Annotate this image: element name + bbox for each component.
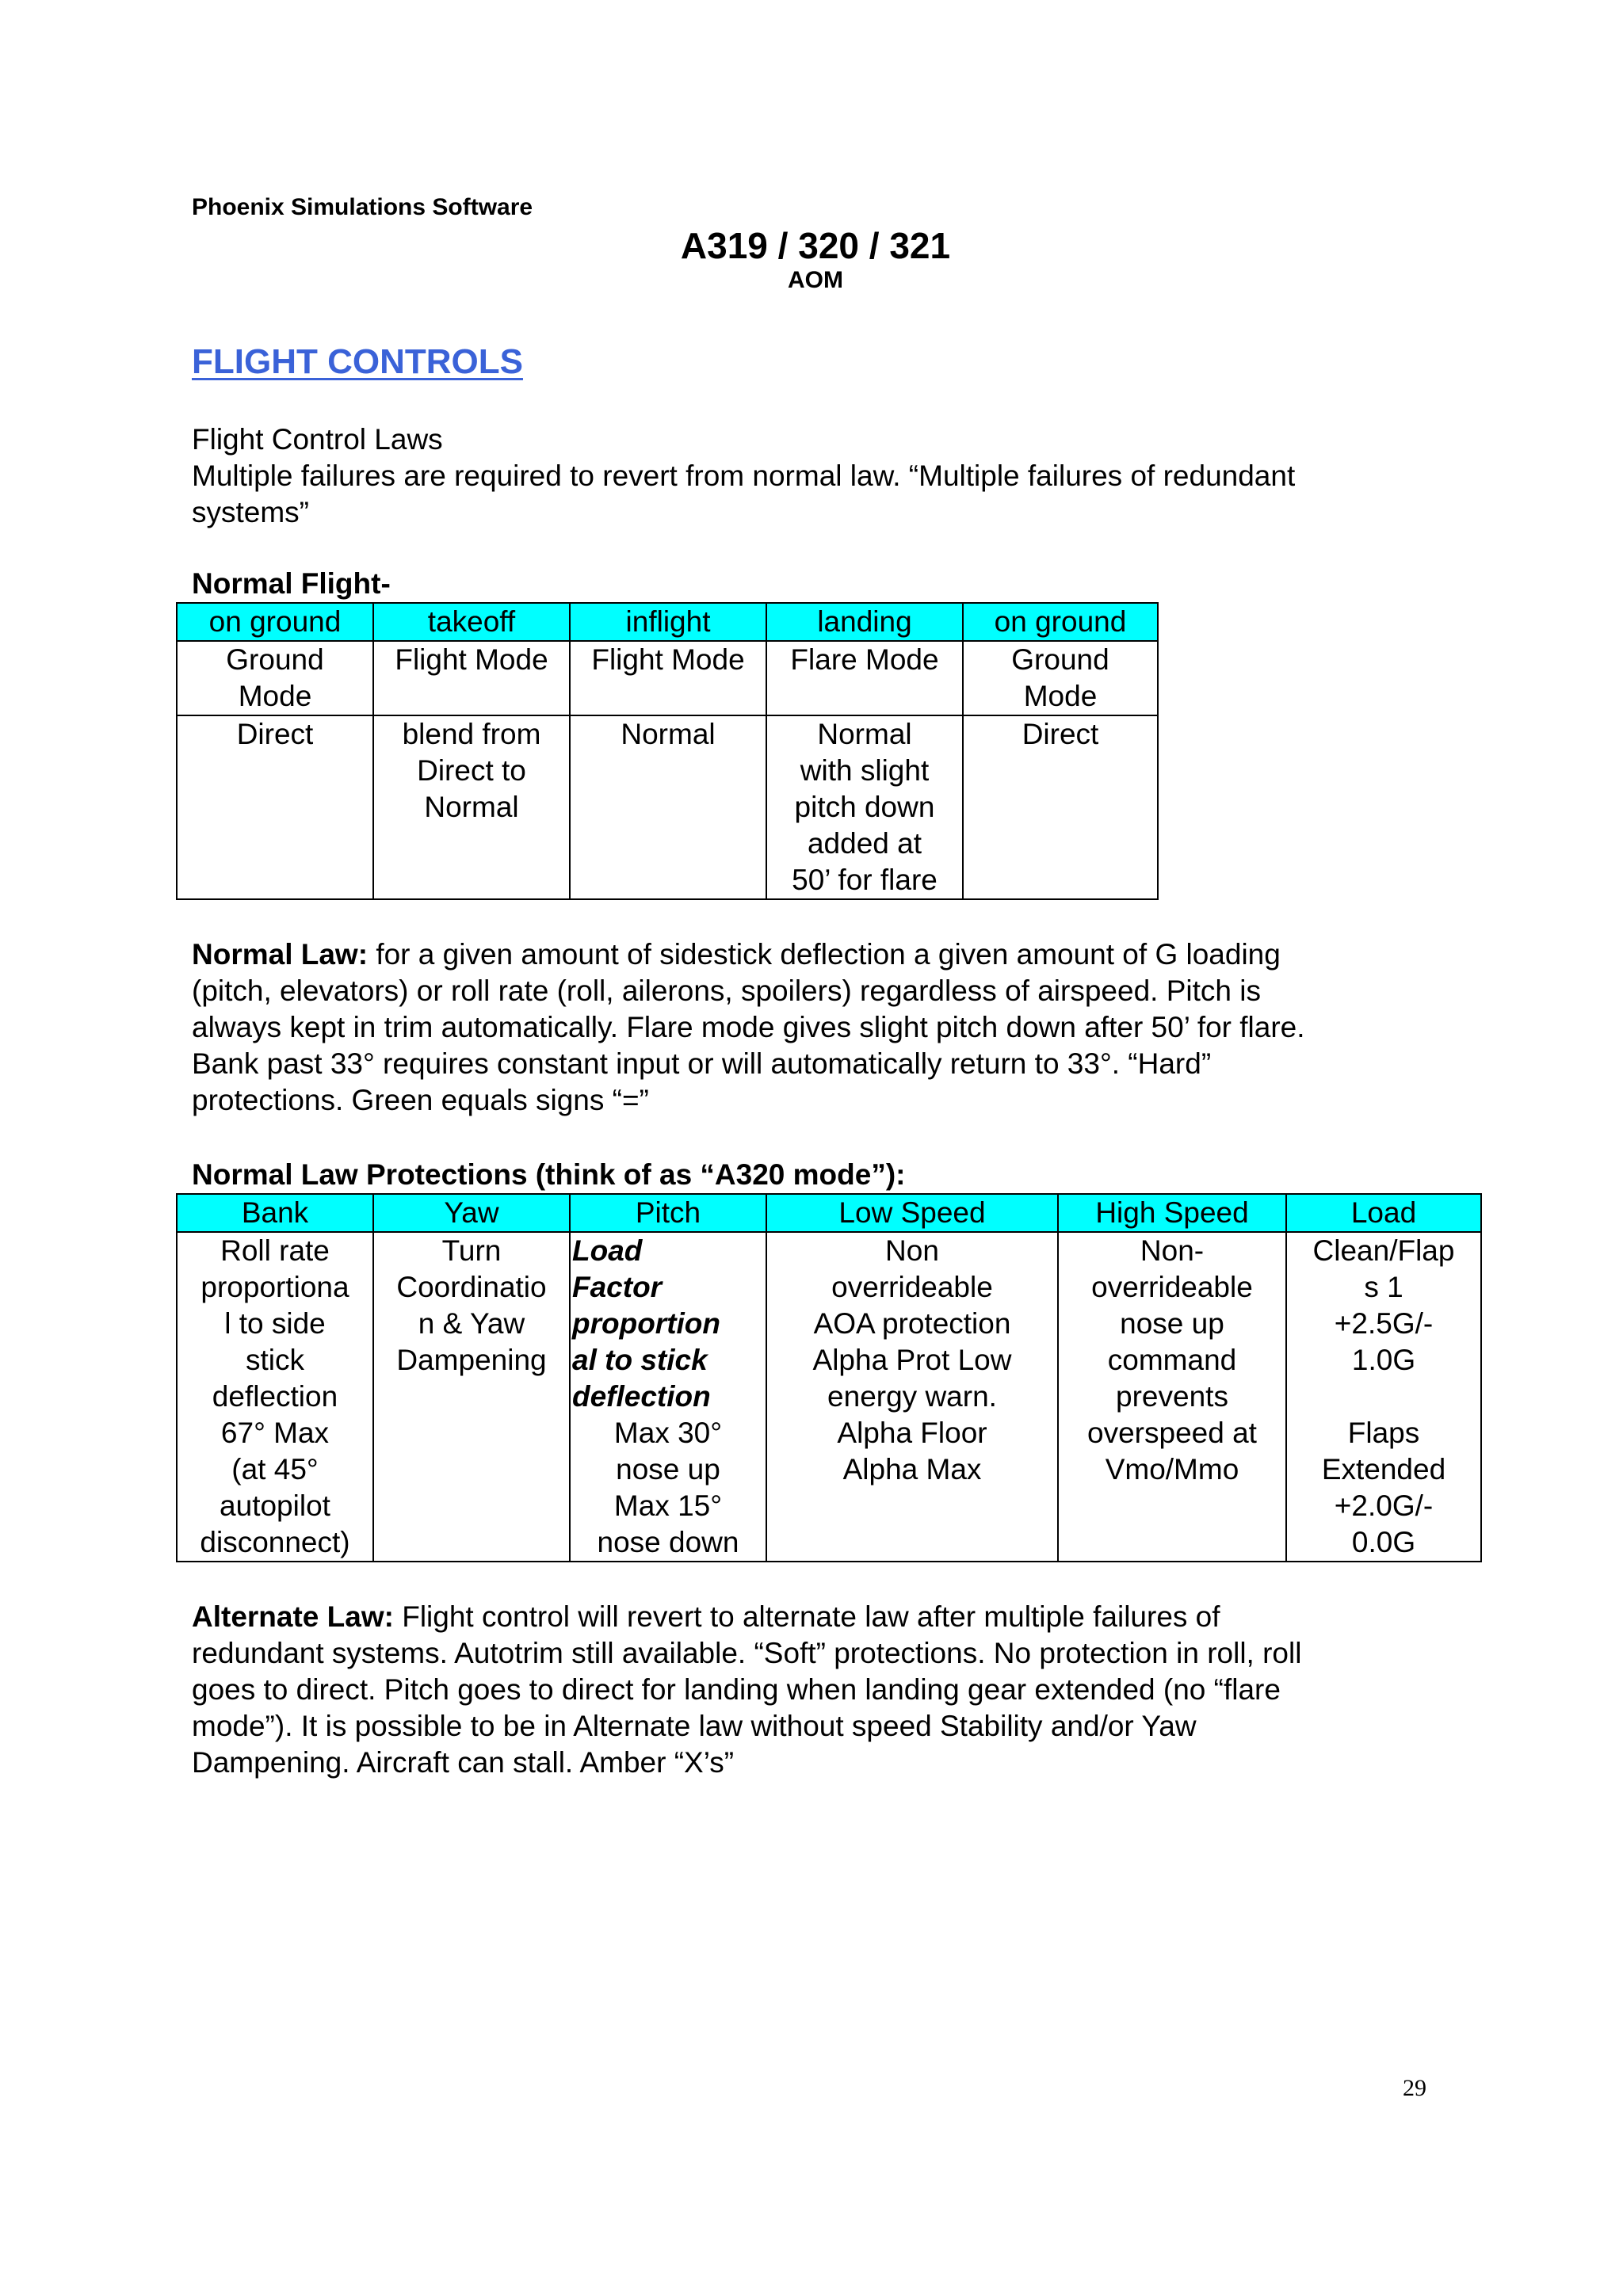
table-cell xyxy=(766,715,963,899)
paragraph-text: Flight control will revert to alternate law after multiple failures of xyxy=(393,1600,1220,1633)
cell-line: +2.0G/- xyxy=(1334,1489,1434,1522)
alternate-law-label: Alternate Law: xyxy=(192,1600,394,1633)
cell-line: Direct xyxy=(1022,718,1099,750)
intro-line: systems” xyxy=(192,496,309,528)
cell-line: Extended xyxy=(1321,1453,1446,1486)
cell-line: nose up xyxy=(1120,1307,1224,1340)
cell-line: proportiona xyxy=(200,1271,349,1303)
cell-line: s 1 xyxy=(1364,1271,1403,1303)
cell-line: Vmo/Mmo xyxy=(1105,1453,1239,1486)
table-header-row xyxy=(177,1194,1481,1232)
cell-line-emphasis: al to stick xyxy=(572,1344,708,1376)
column-header: landing xyxy=(766,603,963,641)
table-header-row xyxy=(177,603,1158,641)
column-header: on ground xyxy=(177,603,373,641)
cell-line: blend from xyxy=(402,718,541,750)
cell-line: Dampening xyxy=(396,1344,547,1376)
alternate-law-paragraph xyxy=(192,1599,1460,1781)
paragraph-text: for a given amount of sidestick deflection a given amount of G loading xyxy=(368,938,1281,971)
cell-line-emphasis: proportion xyxy=(572,1307,721,1340)
cell-line: Mode xyxy=(1023,680,1098,712)
cell-line: Max 15° xyxy=(613,1489,723,1522)
cell-line: Non xyxy=(885,1234,939,1267)
intro-paragraph xyxy=(192,421,1460,531)
document-subtitle: AOM xyxy=(788,267,843,293)
table-row xyxy=(177,1232,1481,1562)
column-header: Low Speed xyxy=(766,1194,1058,1232)
cell-line: (at 45° xyxy=(231,1453,319,1486)
cell-line: l to side xyxy=(224,1307,326,1340)
paragraph-line: Dampening. Aircraft can stall. Amber “X’s” xyxy=(192,1746,735,1779)
cell-line: 0.0G xyxy=(1351,1526,1416,1558)
cell-line: Alpha Floor xyxy=(837,1417,987,1449)
paragraph-line: mode”). It is possible to be in Alternate law without speed Stability and/or Yaw xyxy=(192,1710,1197,1742)
paragraph-line: protections. Green equals signs “=” xyxy=(192,1084,649,1116)
table-row xyxy=(177,715,1158,899)
cell-line: energy warn. xyxy=(827,1380,997,1413)
table-cell xyxy=(177,641,373,715)
column-header: Load xyxy=(1286,1194,1481,1232)
cell-line: +2.5G/- xyxy=(1334,1307,1434,1340)
normal-flight-heading: Normal Flight- xyxy=(192,567,391,600)
cell-line: Flare Mode xyxy=(790,643,939,676)
cell-line: Non- xyxy=(1140,1234,1205,1267)
column-header: on ground xyxy=(963,603,1158,641)
protections-table xyxy=(176,1193,1482,1562)
cell-line: Roll rate xyxy=(220,1234,330,1267)
table-cell xyxy=(766,641,963,715)
cell-line: nose up xyxy=(616,1453,720,1486)
cell-line: pitch down xyxy=(794,791,935,823)
cell-line: 67° Max xyxy=(220,1417,330,1449)
pitch-cell xyxy=(570,1232,766,1562)
company-name: Phoenix Simulations Software xyxy=(192,194,533,220)
yaw-cell xyxy=(373,1232,570,1562)
table-cell xyxy=(570,641,766,715)
cell-line: Flight Mode xyxy=(395,643,548,676)
cell-line: AOA protection xyxy=(813,1307,1011,1340)
column-header: inflight xyxy=(570,603,766,641)
paragraph-line: always kept in trim automatically. Flare mode gives slight pitch down after 50’ for flare. xyxy=(192,1011,1305,1043)
cell-line: stick xyxy=(246,1344,304,1376)
cell-line: Max 30° xyxy=(613,1417,723,1449)
cell-line: Ground xyxy=(226,643,324,676)
paragraph-line xyxy=(192,1599,1460,1635)
paragraph-line: Bank past 33° requires constant input or will automatically return to 33°. “Hard” xyxy=(192,1047,1212,1080)
cell-line-emphasis: Factor xyxy=(572,1271,663,1303)
cell-line: Mode xyxy=(238,680,312,712)
low-speed-cell xyxy=(766,1232,1058,1562)
cell-line: Normal xyxy=(621,718,716,750)
table-cell xyxy=(177,715,373,899)
cell-line: Alpha Prot Low xyxy=(812,1344,1012,1376)
paragraph-line: redundant systems. Autotrim still available. “Soft” protections. No protection in roll, roll xyxy=(192,1637,1302,1669)
column-header: takeoff xyxy=(373,603,570,641)
paragraph-line: goes to direct. Pitch goes to direct for landing when landing gear extended (no “flare xyxy=(192,1673,1281,1706)
bank-cell xyxy=(177,1232,373,1562)
cell-line: disconnect) xyxy=(200,1526,350,1558)
cell-line: prevents xyxy=(1116,1380,1228,1413)
table-cell xyxy=(963,641,1158,715)
cell-line: overrideable xyxy=(831,1271,993,1303)
cell-line-emphasis: Load xyxy=(572,1234,643,1267)
cell-line: Direct xyxy=(236,718,314,750)
section-heading: FLIGHT CONTROLS xyxy=(192,342,523,381)
page-number: 29 xyxy=(1403,2075,1426,2101)
table-cell xyxy=(373,641,570,715)
cell-line: Alpha Max xyxy=(842,1453,982,1486)
paragraph-line xyxy=(192,936,1460,973)
normal-flight-table xyxy=(176,602,1159,900)
intro-line: Multiple failures are required to revert from normal law. “Multiple failures of redundant xyxy=(192,460,1296,492)
cell-line: 50’ for flare xyxy=(792,864,938,896)
cell-line: n & Yaw xyxy=(418,1307,525,1340)
table-cell xyxy=(570,715,766,899)
normal-law-label: Normal Law: xyxy=(192,938,369,971)
cell-line: with slight xyxy=(800,754,930,787)
column-header: High Speed xyxy=(1058,1194,1286,1232)
spacer xyxy=(1289,1379,1479,1415)
table-cell xyxy=(373,715,570,899)
protections-heading: Normal Law Protections (think of as “A320 mode”): xyxy=(192,1158,906,1191)
cell-line: Normal xyxy=(817,718,912,750)
cell-line: Turn xyxy=(441,1234,502,1267)
cell-line: deflection xyxy=(212,1380,338,1413)
cell-line: Direct to xyxy=(417,754,526,787)
cell-line: autopilot xyxy=(220,1489,330,1522)
load-cell xyxy=(1286,1232,1481,1562)
cell-line: Clean/Flap xyxy=(1312,1234,1455,1267)
cell-line: overspeed at xyxy=(1087,1417,1257,1449)
cell-line: Ground xyxy=(1011,643,1109,676)
cell-line: Flaps xyxy=(1347,1417,1420,1449)
paragraph-line: (pitch, elevators) or roll rate (roll, ailerons, spoilers) regardless of airspeed. Pitch is xyxy=(192,974,1261,1007)
column-header: Pitch xyxy=(570,1194,766,1232)
cell-line: command xyxy=(1107,1344,1237,1376)
cell-line: Coordinatio xyxy=(396,1271,547,1303)
cell-line: 1.0G xyxy=(1351,1344,1416,1376)
cell-line: overrideable xyxy=(1091,1271,1253,1303)
cell-line: Flight Mode xyxy=(591,643,745,676)
column-header: Yaw xyxy=(373,1194,570,1232)
cell-line-emphasis: deflection xyxy=(572,1380,711,1413)
cell-line: added at xyxy=(807,827,922,860)
table-row xyxy=(177,641,1158,715)
table-cell xyxy=(963,715,1158,899)
high-speed-cell xyxy=(1058,1232,1286,1562)
document-title: A319 / 320 / 321 xyxy=(680,225,951,266)
column-header: Bank xyxy=(177,1194,373,1232)
normal-law-paragraph xyxy=(192,936,1460,1119)
intro-line: Flight Control Laws xyxy=(192,423,443,456)
cell-line: Normal xyxy=(424,791,519,823)
cell-line: nose down xyxy=(597,1526,739,1558)
